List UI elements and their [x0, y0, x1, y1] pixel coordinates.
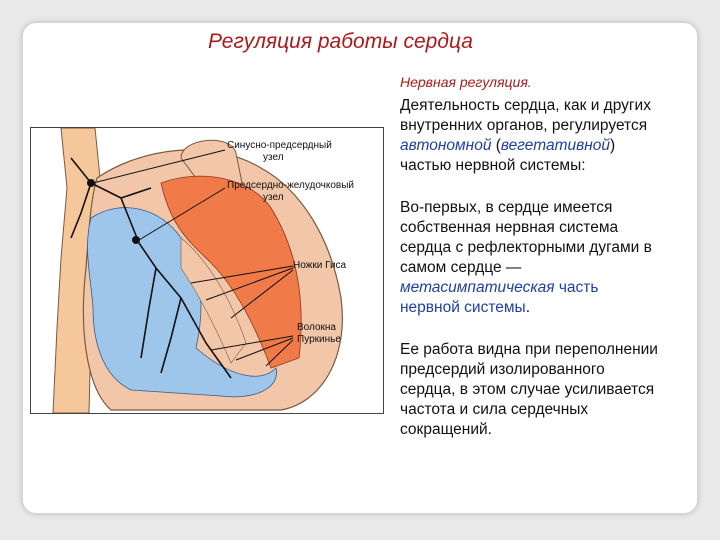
label-av-node-line2: узел: [263, 192, 284, 203]
label-purkinje-line1: Волокна: [297, 322, 336, 333]
subheading: Нервная регуляция.: [400, 74, 532, 90]
label-sa-node-line2: узел: [263, 152, 284, 163]
p2-term-part: часть нервной системы: [400, 279, 599, 316]
label-sa-node-line1: Синусно-предсердный: [227, 140, 332, 151]
label-purkinje-line2: Пуркинье: [297, 334, 341, 345]
paragraph-3: Ее работа видна при переполнении предсердий изолированного сердца, в этом случае усиливается частота и сила сердечных сокращений.: [400, 341, 658, 438]
text-column: [400, 72, 662, 462]
p1-text-before: Деятельность сердца, как и других внутренних органов, регулируется: [400, 97, 651, 134]
slide-title: Регуляция работы сердца: [208, 30, 473, 53]
p2-term-metasympathetic: метасимпатическая: [400, 279, 555, 296]
paragraph-1: [400, 96, 662, 176]
label-his-bundle: Ножки Гиса: [293, 260, 347, 271]
paragraph-2: [400, 198, 662, 318]
label-av-node-line1: Предсердно-желудочковый: [227, 180, 355, 191]
p2-text-before: Во-первых, в сердце имеется собственная нервная система сердца с рефлекторными дугами в самом сердце —: [400, 199, 652, 276]
p1-text-after: ) частью нервной системы:: [400, 137, 616, 174]
av-node: [132, 236, 140, 244]
p1-text-mid: (: [491, 137, 501, 154]
p1-term-autonomic: автономной: [400, 137, 492, 154]
p1-term-vegetative: вегетативной: [500, 137, 610, 154]
p2-text-after: .: [525, 299, 530, 316]
heart-illustration: [31, 128, 383, 413]
heart-conduction-diagram: [30, 127, 384, 414]
